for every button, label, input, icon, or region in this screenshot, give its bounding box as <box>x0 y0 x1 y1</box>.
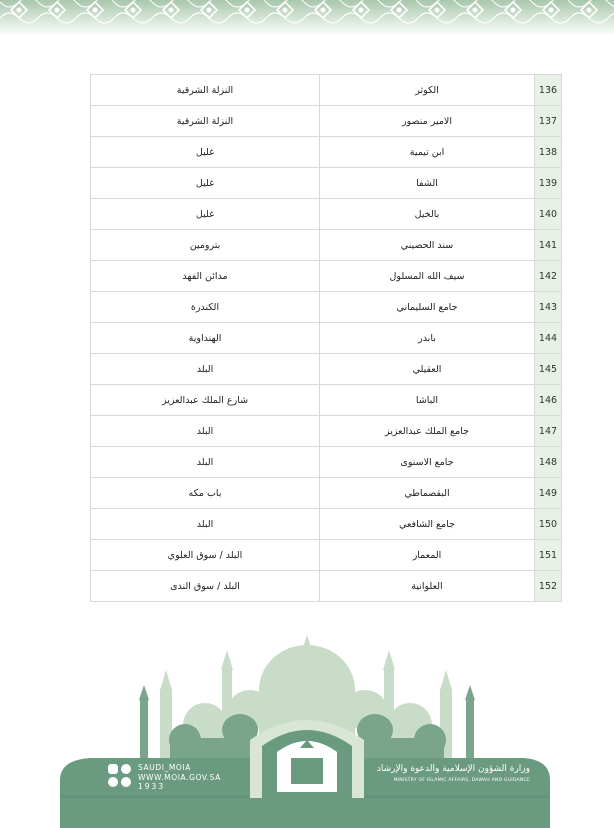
area-cell: الكندرة <box>91 292 320 323</box>
table-row <box>91 199 562 230</box>
mosque-name-cell: العلوانية <box>320 571 535 602</box>
table-row <box>91 385 562 416</box>
row-number: 138 <box>535 137 562 168</box>
area-cell: مدائن الفهد <box>91 261 320 292</box>
area-cell: النزلة الشرقية <box>91 106 320 137</box>
area-cell: غليل <box>91 168 320 199</box>
row-number: 141 <box>535 230 562 261</box>
area-cell: النزلة الشرقية <box>91 75 320 106</box>
mosque-name-cell: الباشا <box>320 385 535 416</box>
row-number: 146 <box>535 385 562 416</box>
area-cell: البلد / سوق العلوي <box>91 540 320 571</box>
table-row <box>91 354 562 385</box>
area-cell: البلد <box>91 509 320 540</box>
mosque-name-cell: جامع الاسنوى <box>320 447 535 478</box>
mosque-table <box>90 74 562 602</box>
ministry-name-en: MINISTRY OF ISLAMIC AFFAIRS, DAWAH AND GUIDANCE <box>393 778 530 783</box>
table-row <box>91 540 562 571</box>
area-cell: البلد <box>91 447 320 478</box>
row-number: 145 <box>535 354 562 385</box>
table-row <box>91 230 562 261</box>
instagram-icon[interactable] <box>108 764 118 774</box>
row-number: 144 <box>535 323 562 354</box>
contact-info <box>138 763 221 792</box>
row-number: 137 <box>535 106 562 137</box>
mosque-name-cell: الكوثر <box>320 75 535 106</box>
mosque-name-cell: بالخيل <box>320 199 535 230</box>
table-row <box>91 478 562 509</box>
mosque-name-cell: جامع الملك عبدالعزيز <box>320 416 535 447</box>
row-number: 150 <box>535 509 562 540</box>
table-row <box>91 571 562 602</box>
social-handle[interactable]: SAUDI_MOIA <box>138 763 191 772</box>
area-cell: بترومين <box>91 230 320 261</box>
phone-number: 1933 <box>138 782 166 791</box>
phone-icon[interactable] <box>121 777 131 787</box>
mosque-name-cell: ابن تيمية <box>320 137 535 168</box>
mosque-silhouette-illustration <box>0 630 614 828</box>
table-row <box>91 106 562 137</box>
area-cell: غليل <box>91 199 320 230</box>
row-number: 136 <box>535 75 562 106</box>
area-cell: الهنداوية <box>91 323 320 354</box>
mosque-name-cell: البقصماطي <box>320 478 535 509</box>
mosque-name-cell: العقيلي <box>320 354 535 385</box>
ministry-name <box>377 764 530 783</box>
table-row <box>91 168 562 199</box>
top-ornament-pattern <box>0 0 614 36</box>
area-cell: باب مكه <box>91 478 320 509</box>
mosque-name-cell: سيف الله المسلول <box>320 261 535 292</box>
social-icons <box>108 764 134 788</box>
area-cell: شارع الملك عبدالعزيز <box>91 385 320 416</box>
row-number: 142 <box>535 261 562 292</box>
twitter-icon[interactable] <box>121 764 131 774</box>
row-number: 152 <box>535 571 562 602</box>
table-row <box>91 292 562 323</box>
row-number: 148 <box>535 447 562 478</box>
mosque-name-cell: الامير منصور <box>320 106 535 137</box>
mosque-name-cell: سند الحصيني <box>320 230 535 261</box>
table-row <box>91 323 562 354</box>
table-row <box>91 261 562 292</box>
area-cell: غليل <box>91 137 320 168</box>
area-cell: البلد / سوق الندى <box>91 571 320 602</box>
row-number: 139 <box>535 168 562 199</box>
footer-banner <box>0 630 614 828</box>
area-cell: البلد <box>91 354 320 385</box>
table-row <box>91 75 562 106</box>
row-number: 147 <box>535 416 562 447</box>
row-number: 149 <box>535 478 562 509</box>
mosque-name-cell: المعمار <box>320 540 535 571</box>
row-number: 151 <box>535 540 562 571</box>
table-row <box>91 509 562 540</box>
table-row <box>91 416 562 447</box>
area-cell: البلد <box>91 416 320 447</box>
table-row <box>91 447 562 478</box>
website-link[interactable]: WWW.MOIA.GOV.SA <box>138 772 221 782</box>
mosque-name-cell: الشفا <box>320 168 535 199</box>
ministry-name-ar: وزارة الشؤون الإسلامية والدعوة والإرشاد <box>376 764 530 774</box>
mosque-name-cell: بابدر <box>320 323 535 354</box>
facebook-icon[interactable] <box>108 777 118 787</box>
mosque-name-cell: جامع السليماني <box>320 292 535 323</box>
mosque-name-cell: جامع الشافعي <box>320 509 535 540</box>
table-row <box>91 137 562 168</box>
row-number: 140 <box>535 199 562 230</box>
mosque-table-container <box>90 74 562 602</box>
row-number: 143 <box>535 292 562 323</box>
